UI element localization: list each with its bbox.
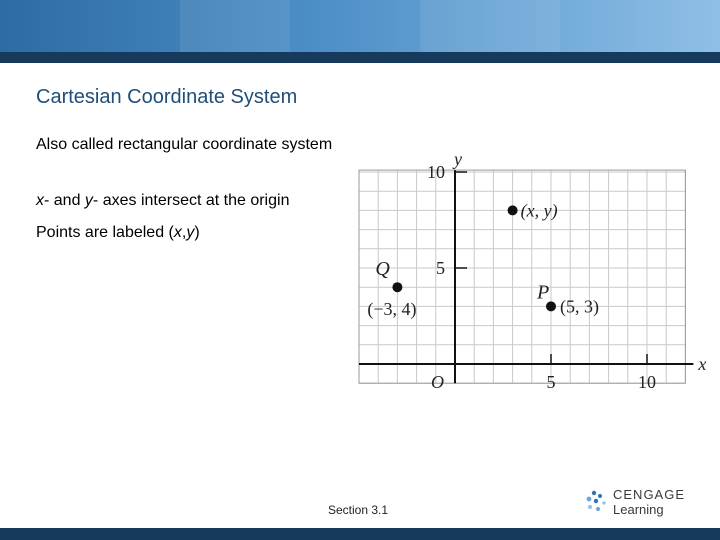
ticks [427, 162, 656, 392]
y-axis-label: y [454, 149, 462, 169]
bullet-points [36, 222, 200, 243]
bullet-text: - and [44, 192, 85, 209]
axes [359, 149, 706, 392]
logo-text-line1: CENGAGE [613, 487, 686, 502]
header-stripe [0, 52, 720, 63]
point-xy-coord-label: (x, y) [520, 200, 558, 221]
x-axis-label: x [698, 354, 707, 374]
points [367, 200, 599, 320]
point-q-name: Q [375, 258, 390, 281]
bullet-var-x: x [36, 192, 44, 209]
coordinate-plane [352, 148, 707, 393]
bullet-var-x: x [173, 224, 182, 241]
point-q-marker [392, 282, 402, 292]
bullet-text: ) [194, 224, 200, 241]
header-band [0, 0, 720, 52]
bullet-text: Also called rectangular coordinate system [36, 136, 333, 153]
y-tick-label: 5 [436, 258, 445, 278]
bullet-text: - axes intersect at the origin [92, 192, 290, 209]
x-tick-label: 10 [638, 372, 656, 392]
point-q-coord-label: (−3, 4) [367, 299, 417, 320]
footer-section-label: Section 3.1 [328, 503, 389, 517]
origin-label: O [431, 372, 444, 392]
y-tick-label: 10 [427, 162, 445, 182]
point-p-name: P [537, 281, 550, 304]
bullet-text: Points are labeled ( [36, 224, 174, 241]
header-facet [420, 0, 560, 52]
header-facet [180, 0, 290, 52]
bullet-var-y: y [84, 192, 93, 209]
slide-title: Cartesian Coordinate System [36, 86, 298, 108]
bullet-rectangular [36, 134, 336, 155]
cengage-logo [585, 486, 695, 520]
bullet-text: , [181, 224, 187, 241]
footer-stripe [0, 528, 720, 540]
logo-dots-icon [585, 489, 609, 515]
point-p-coord-label: (5, 3) [560, 296, 599, 317]
bullet-axes [36, 190, 289, 211]
point-xy-marker [508, 205, 518, 215]
bullet-var-y: y [186, 224, 195, 241]
logo-text-line2: Learning [613, 502, 664, 517]
x-tick-label: 5 [546, 372, 556, 392]
